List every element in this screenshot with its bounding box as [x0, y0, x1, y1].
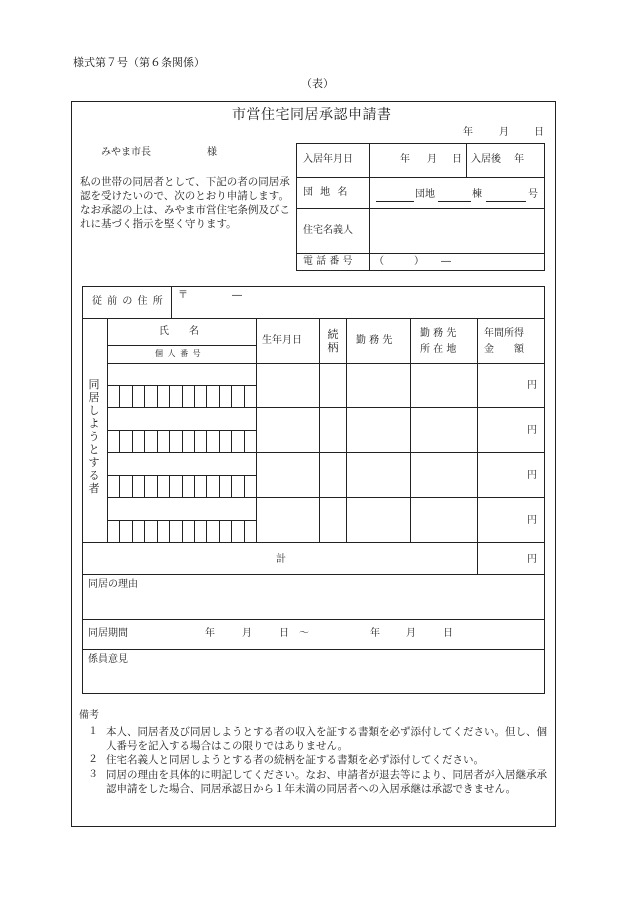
id-digit-divider: [132, 430, 133, 452]
move-in-month: 月: [427, 154, 437, 165]
id-digit-divider: [144, 475, 145, 497]
relation-header: 続柄: [327, 328, 339, 354]
after-move-in: 入居後 年: [471, 154, 525, 165]
move-in-day: 日: [452, 154, 462, 165]
yen-row-3: 円: [527, 470, 537, 481]
yen-total: 円: [527, 554, 537, 565]
postal-dash: ―: [232, 290, 242, 301]
note-1-no: １: [88, 726, 98, 737]
income-header-2: 金 額: [484, 344, 524, 355]
id-digit-divider: [206, 385, 207, 407]
note-2-no: ２: [88, 754, 98, 765]
id-digit-divider: [219, 430, 220, 452]
id-digit-divider: [206, 430, 207, 452]
yen-row-1: 円: [527, 380, 537, 391]
work-addr-header-2: 所 在 地: [420, 344, 457, 355]
id-digit-divider: [144, 520, 145, 542]
date-month: 月: [499, 127, 509, 138]
id-digit-divider: [231, 475, 232, 497]
notes-heading: 備考: [79, 710, 99, 721]
move-in-year: 年: [400, 154, 410, 165]
move-in-date-label: 入居年月日: [303, 154, 353, 165]
id-digit-divider: [219, 385, 220, 407]
phone-dash: ―: [441, 256, 451, 267]
id-digit-divider: [194, 475, 195, 497]
request-text: 私の世帯の同居者として、下記の者の同居承認を受けたいので、次のとおり申請します。なお承認の上は、みやま市営住宅条例及びこれに基づく指示を堅く守ります。: [80, 176, 290, 230]
yen-row-4: 円: [527, 515, 537, 526]
period-y1: 年: [205, 628, 215, 639]
id-digit-divider: [144, 385, 145, 407]
id-digit-divider: [119, 385, 120, 407]
id-digit-divider: [182, 520, 183, 542]
id-digit-divider: [132, 385, 133, 407]
reason-label: 同居の理由: [88, 579, 138, 590]
id-digit-divider: [206, 475, 207, 497]
id-digit-divider: [169, 385, 170, 407]
id-digit-divider: [182, 475, 183, 497]
note-3-text: 同居の理由を具体的に明記してください。なお、申請者が退去等により、同居者が入居継承承認申請をした場合、同居承認日から１年未満の同居者への入居承継は承認できません。: [106, 769, 547, 795]
id-digit-divider: [119, 520, 120, 542]
work-addr-header-1: 勤 務 先: [420, 328, 457, 339]
id-digit-divider: [206, 520, 207, 542]
date-day: 日: [534, 127, 544, 138]
addressee-sama: 様: [207, 147, 217, 158]
gou-suffix: 号: [528, 189, 538, 200]
id-digit-divider: [244, 430, 245, 452]
id-digit-divider: [244, 475, 245, 497]
id-digit-divider: [132, 475, 133, 497]
row-label: 同居しようとする者: [88, 378, 100, 495]
id-digit-divider: [231, 430, 232, 452]
id-digit-divider: [119, 430, 120, 452]
form-title: 市営住宅同居承認申請書: [232, 107, 392, 123]
period-tilde: ～: [299, 628, 309, 639]
work-header: 勤 務 先: [356, 335, 393, 346]
period-d2: 日: [443, 628, 453, 639]
form-number: 様式第７号（第６条関係）: [73, 56, 205, 69]
period-label: 同居期間: [88, 628, 128, 639]
income-header-1: 年間所得: [484, 328, 524, 339]
addressee-mayor: みやま市長: [101, 147, 151, 158]
prev-address-label: 従 前 の 住 所: [92, 296, 164, 307]
main-table: [82, 286, 545, 694]
id-digit-divider: [244, 385, 245, 407]
period-m1: 月: [242, 628, 252, 639]
staff-label: 係員意見: [88, 654, 128, 665]
phone-label: 電 話 番 号: [303, 256, 353, 267]
period-y2: 年: [370, 628, 380, 639]
id-digit-divider: [169, 475, 170, 497]
id-digit-divider: [194, 385, 195, 407]
id-digit-divider: [157, 385, 158, 407]
id-digit-divider: [194, 520, 195, 542]
holder-label: 住宅名義人: [303, 225, 353, 236]
id-digit-divider: [219, 520, 220, 542]
danchi-label: 団 地 名: [303, 187, 350, 198]
id-digit-divider: [244, 520, 245, 542]
note-2-text: 住宅名義人と同居しようとする者の続柄を証する書類を必ず添付してください。: [106, 754, 484, 766]
phone-open: （: [374, 256, 384, 267]
id-digit-divider: [144, 430, 145, 452]
id-digit-divider: [231, 520, 232, 542]
id-digit-divider: [194, 430, 195, 452]
id-digit-divider: [169, 430, 170, 452]
note-3-no: ３: [88, 769, 98, 780]
id-digit-divider: [132, 520, 133, 542]
id-digit-divider: [219, 475, 220, 497]
tou-suffix: 棟: [472, 189, 482, 200]
name-header: 氏 名: [159, 326, 199, 337]
yen-row-2: 円: [527, 425, 537, 436]
side-label: （表）: [301, 77, 334, 90]
id-digit-divider: [182, 430, 183, 452]
id-digit-divider: [157, 430, 158, 452]
total-label: 計: [276, 554, 286, 565]
note-1-text: 本人、同居者及び同居しようとする者の収入を証する書類を必ず添付してください。但し、個人番号を記入する場合はこの限りではありません。: [106, 726, 547, 752]
phone-close: ）: [414, 256, 424, 267]
birth-header: 生年月日: [262, 335, 302, 346]
id-digit-divider: [157, 520, 158, 542]
postal-mark: 〒: [178, 290, 188, 301]
danchi-suffix: 団地: [415, 189, 435, 200]
id-digit-divider: [119, 475, 120, 497]
id-digit-divider: [157, 475, 158, 497]
id-header: 個 人 番 号: [155, 349, 202, 358]
id-digit-divider: [182, 385, 183, 407]
date-year: 年: [463, 127, 473, 138]
period-d1: 日: [279, 628, 289, 639]
id-digit-divider: [231, 385, 232, 407]
id-digit-divider: [169, 520, 170, 542]
period-m2: 月: [406, 628, 416, 639]
